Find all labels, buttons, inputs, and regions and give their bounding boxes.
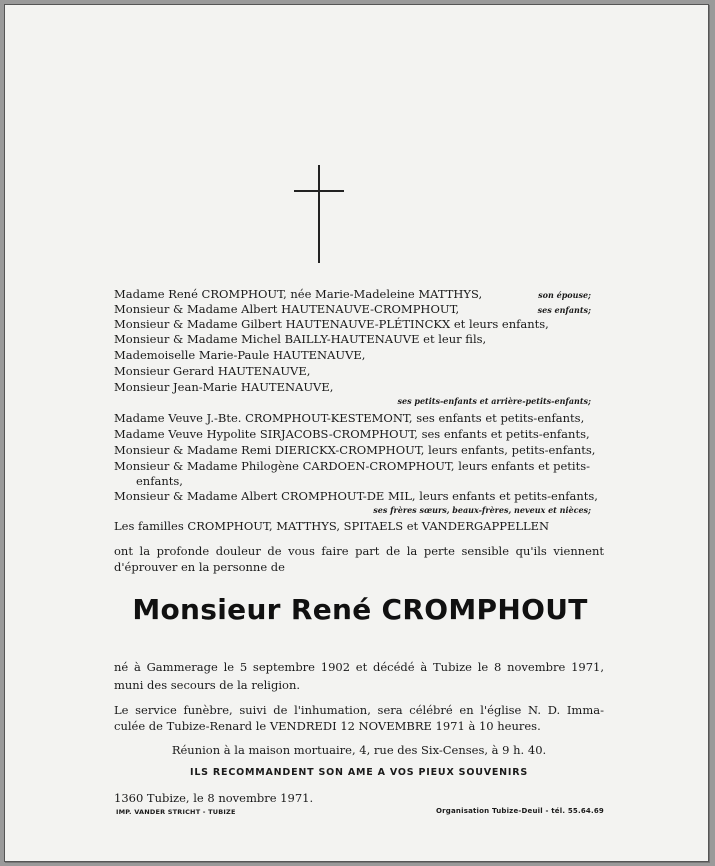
sibling-line-3: Monsieur & Madame Remi DIERICKX-CROMPHOUT, leurs enfants, petits-enfants, bbox=[114, 443, 596, 457]
relation-spouse: son épouse; bbox=[538, 290, 591, 300]
deceased-name: Monsieur René CROMPHOUT bbox=[132, 593, 588, 626]
family-line-3: Monsieur & Madame Gilbert HAUTENAUVE-PLÉTINCKX et leurs enfants, bbox=[114, 317, 549, 331]
families-line: Les familles CROMPHOUT, MATTHYS, SPITAELS et VANDERGAPPELLEN bbox=[114, 519, 550, 533]
reunion-line: Réunion à la maison mortuaire, 4, rue des Six-Censes, à 9 h. 40. bbox=[171, 743, 547, 757]
relation-children: ses enfants; bbox=[537, 305, 591, 315]
announce-line-1: ont la profonde douleur de vous faire part de la perte sensible qu'ils viennent bbox=[114, 544, 604, 558]
service-line-1: Le service funèbre, suivi de l'inhumation, sera célébré en l'église N. D. Imma- bbox=[114, 703, 604, 717]
family-line-7: Monsieur Jean-Marie HAUTENAUVE, bbox=[114, 380, 334, 394]
sibling-line-2: Madame Veuve Hypolite SIRJACOBS-CROMPHOUT, ses enfants et petits-enfants, bbox=[114, 427, 590, 441]
death-notice-card bbox=[4, 4, 709, 862]
sibling-line-5: Monsieur & Madame Albert CROMPHOUT-DE MIL, leurs enfants et petits-enfants, bbox=[114, 489, 598, 503]
family-line-6: Monsieur Gerard HAUTENAUVE, bbox=[114, 364, 311, 378]
organisation-credit: Organisation Tubize-Deuil - tél. 55.64.69 bbox=[436, 807, 604, 815]
family-line-5: Mademoiselle Marie-Paule HAUTENAUVE, bbox=[114, 348, 366, 362]
birth-line-1: né à Gammerage le 5 septembre 1902 et décédé à Tubize le 8 novembre 1971, bbox=[114, 660, 604, 674]
recommend-line: ILS RECOMMANDENT SON AME A VOS PIEUX SOUVENIRS bbox=[189, 767, 528, 778]
sibling-line-4: Monsieur & Madame Philogène CARDOEN-CROMPHOUT, leurs enfants et petits- bbox=[114, 459, 591, 473]
family-line-4: Monsieur & Madame Michel BAILLY-HAUTENAUVE et leur fils, bbox=[114, 332, 487, 346]
family-line-1: Madame René CROMPHOUT, née Marie-Madeleine MATTHYS, bbox=[114, 287, 483, 301]
birth-line-2: muni des secours de la religion. bbox=[114, 678, 301, 692]
place-date: 1360 Tubize, le 8 novembre 1971. bbox=[114, 791, 314, 805]
sibling-line-1: Madame Veuve J.-Bte. CROMPHOUT-KESTEMONT, ses enfants et petits-enfants, bbox=[114, 411, 585, 425]
announce-line-2: d'éprouver en la personne de bbox=[114, 560, 285, 574]
sibling-line-4-cont: enfants, bbox=[136, 474, 183, 488]
relation-grandchildren: ses petits-enfants et arrière-petits-enfants; bbox=[397, 396, 591, 406]
service-line-2: culée de Tubize-Renard le VENDREDI 12 NOVEMBRE 1971 à 10 heures. bbox=[114, 719, 541, 733]
cross-icon bbox=[294, 165, 344, 263]
relation-siblings: ses frères sœurs, beaux-frères, neveux et nièces; bbox=[373, 505, 591, 515]
printer-credit: IMP. VANDER STRICHT - TUBIZE bbox=[116, 808, 236, 816]
family-line-2: Monsieur & Madame Albert HAUTENAUVE-CROMPHOUT, bbox=[114, 302, 460, 316]
